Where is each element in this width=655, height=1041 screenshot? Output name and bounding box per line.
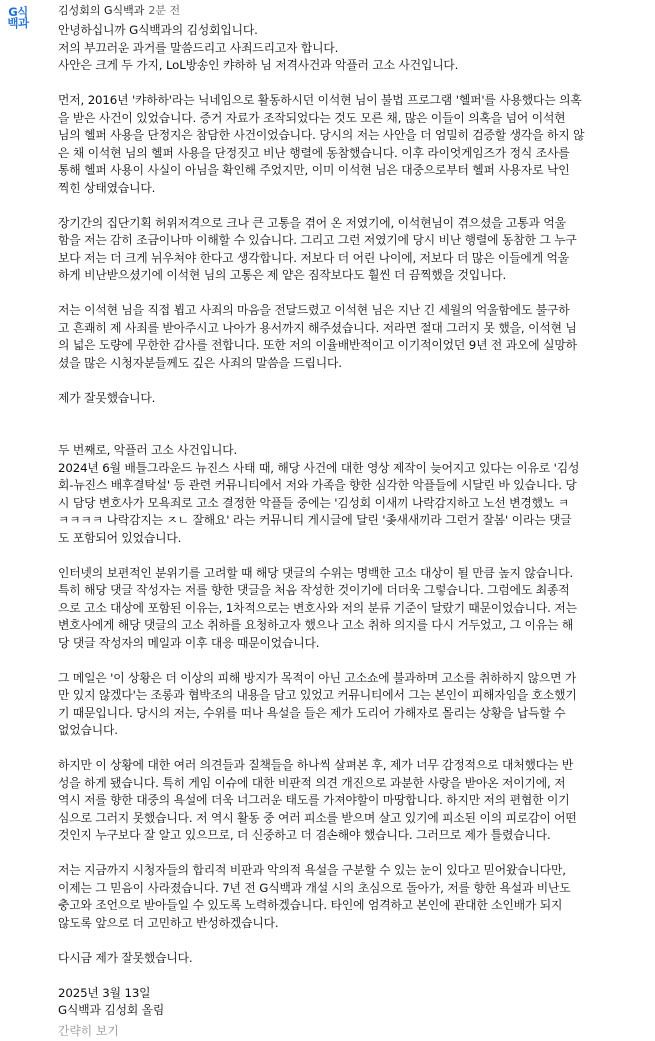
post-text-line: 당 댓글 작성자의 메일과 이후 대응 때문이었습니다. — [58, 635, 320, 650]
post-paragraph — [58, 950, 648, 968]
post-paragraph — [58, 22, 648, 75]
post-paragraph — [58, 565, 648, 653]
post-text-line: 충고와 조언으로 받아들일 수 있도록 노력하겠습니다. 타인에 엄격하고 본인에 관대한 소인배가 되지 — [58, 898, 563, 912]
post-text-line: G식백과 김성회 올림 — [58, 1003, 165, 1017]
post-text-line: 회-뉴진스 배후결탁설' 등 관련 커뮤니티에서 저와 가족을 향한 심각한 악플들에 시달린 바 있습니다. 당 — [58, 478, 577, 492]
post-text-line: 다시금 제가 잘못했습니다. — [58, 950, 193, 965]
post-paragraph — [58, 302, 648, 372]
post-text-line: 보다 저는 더 크게 뉘우쳐야 한다고 생각합니다. 저보다 더 어린 나이에, 저보다 더 많은 이들에게 억울 — [58, 250, 570, 265]
post-text-line: 저는 이석현 님을 직접 뵙고 사죄의 마음을 전달드렸고 이석현 님은 지난 긴 세월의 억울함에도 불구하 — [58, 303, 570, 317]
avatar-logo-line1: G식 — [8, 4, 28, 19]
post-text-line: 님의 헬퍼 사용을 단정지은 참담한 사건이었습니다. 당시의 저는 사안을 더 엄밀히 검증할 생각을 하지 않 — [58, 128, 585, 142]
post-paragraph — [58, 757, 648, 845]
post-text-line: 은 채 이석현 님의 헬퍼 사용을 단정짓고 비난 행렬에 동참했습니다. 이후 라이엇게임즈가 정식 조사를 — [58, 145, 570, 160]
post-text-line: 제가 잘못했습니다. — [58, 390, 156, 405]
post-text-line: 저는 지금까지 시청자들의 합리적 비판과 악의적 욕설을 구분할 수 있는 눈이 있다고 믿어왔습니다만, — [58, 863, 566, 877]
post-text-line: 두 번째로, 악플러 고소 사건입니다. — [58, 443, 238, 457]
post-text-line: 먼저, 2016년 '캬하하'라는 닉네임으로 활동하시던 이석현 님이 불법 프로그램 '헬퍼'를 사용했다는 의혹 — [58, 93, 582, 107]
post-text-line: 장기간의 집단기획 허위저격으로 크나 큰 고통을 겪어 온 저였기에, 이석현님이 겪으셨을 고통과 억울 — [58, 215, 566, 230]
post-text-line: ㅋㅋㅋㅋ 나락감지는 ㅈㄴ 잘해요' 라는 커뮤니티 게시글에 달린 '좆새새끼라 그런거 잘봄' 이라는 댓글 — [58, 513, 572, 527]
post-paragraph — [58, 985, 648, 1020]
post-text-line: 의 넓은 도량에 무한한 감사를 전합니다. 또한 저의 이율배반적이고 이기적이었던 9년 전 과오에 실망하 — [58, 338, 577, 352]
post-paragraph — [58, 92, 648, 197]
post-time[interactable]: 2분 전 — [148, 4, 181, 17]
post-text-line: 만 있지 않겠다'는 조롱과 협박조의 내용을 담고 있었고 커뮤니티에서 그는 본인이 피해자임을 호소했기 — [58, 688, 577, 702]
post-text-line: 없었습니다. — [58, 723, 118, 737]
post-text-line: 시 담당 변호사가 모욕죄로 고소 결정한 악플들 중에는 '김성회 이새끼 나락감지하고 노선 변경했노 ㅋ — [58, 495, 569, 510]
show-less-link[interactable]: 간략히 보기 — [58, 1024, 119, 1038]
post-text-line: 역시 저를 향한 대중의 욕설에 더욱 너그러운 태도를 가져야할이 마땅합니다. 하지만 저의 편협한 이기 — [58, 793, 570, 807]
post-text-line: 기 때문입니다. 당시의 저는, 수위를 떠나 욕설을 들은 제가 도리어 가해자로 몰리는 상황을 납득할 수 — [58, 705, 566, 720]
post-text-line: 으로 고소 대상에 포함된 이유는, 1차적으로는 변호사와 저의 분류 기준이 달랐기 때문이었습니다. 저는 — [58, 600, 577, 615]
post-text-line: 인터넷의 보편적인 분위기를 고려할 때 해당 댓글의 수위는 명백한 고소 대상이 될 만큼 높지 않습니다. — [58, 565, 574, 580]
post-text-line: 2024년 6월 배틀그라운드 뉴진스 사태 때, 해당 사건에 대한 영상 제작이 늦어지고 있다는 이유로 '김성 — [58, 460, 580, 475]
post-text-line: 2025년 3월 13일 — [58, 985, 151, 1000]
channel-avatar[interactable] — [3, 3, 33, 33]
post-text-line: 저의 부끄러운 과거를 말씀드리고 사죄드리고자 합니다. — [58, 40, 339, 55]
post-text-line: 특히 해당 댓글 작성자는 저를 향한 댓글을 처음 작성한 것이기에 더더욱 그렇습니다. 그럼에도 최종적 — [58, 583, 570, 597]
post-text-line: 고 흔쾌히 제 사죄를 받아주시고 나아가 용서까지 해주셨습니다. 저라면 절대 그러지 못 했을, 이석현 님 — [58, 320, 577, 335]
post-text-line: 심으로 그러지 못했습니다. 저 역시 활동 중 여러 피소를 받으며 살고 있기에 피소된 이의 피로감이 어떤 — [58, 810, 577, 825]
post-header — [58, 4, 180, 18]
post-text-line: 하지만 이 상황에 대한 여러 의견들과 질책들을 하나씩 살펴본 후, 제가 너무 감정적으로 대처했다는 반 — [58, 758, 574, 772]
post-text-line: 셨을 많은 시청자분들께도 깊은 사죄의 말씀을 드립니다. — [58, 355, 342, 370]
post-paragraph — [58, 442, 648, 547]
post-text-line: 도 포함되어 있었습니다. — [58, 530, 182, 545]
post-text-line: 사안은 크게 두 가지, LoL방송인 캬하하 님 저격사건과 악플러 고소 사건입니다. — [58, 58, 459, 72]
post-paragraph — [58, 215, 648, 285]
post-text-line: 변호사에게 해당 댓글의 고소 취하를 요청하고자 했으나 고소 취하 의지를 다시 거두었고, 그 이유는 해 — [58, 618, 574, 632]
post-text-line: 이제는 그 믿음이 사라졌습니다. 7년 전 G식백과 개설 시의 초심으로 돌아가, 저를 향한 욕설과 비난도 — [58, 880, 571, 895]
post-text-line: 그 메일은 '이 상황은 더 이상의 피해 방지가 목적이 아닌 고소쇼에 불과하며 고소를 취하하지 않으면 가 — [58, 670, 577, 685]
post-paragraph — [58, 390, 648, 408]
post-text-line: 찍힌 상태였습니다. — [58, 180, 156, 195]
post-text-line: 하게 비난받으셨기에 이석현 님의 고통은 제 얕은 짐작보다도 훨씬 더 끔찍했을 것입니다. — [58, 268, 507, 282]
avatar-logo-line2: 백과 — [7, 16, 29, 30]
post-text-line: 안녕하십니까 G식백과의 김성회입니다. — [58, 23, 258, 37]
post-text-line: 함을 저는 감히 조금이나마 이해할 수 있습니다. 그리고 그런 저였기에 당시 비난 행렬에 동참한 그 누구 — [58, 233, 577, 247]
post-text-line: 않도록 앞으로 더 고민하고 반성하겠습니다. — [58, 915, 279, 930]
post-text-line: 통해 헬퍼 사용이 사실이 아님을 확인해 주었지만, 이미 이석현 님은 대중으로부터 헬퍼 사용자로 낙인 — [58, 163, 570, 177]
post-text-line: 성을 하게 됐습니다. 특히 게임 이슈에 대한 비판적 의견 개진으로 과분한 사랑을 받아온 저이기에, 저 — [58, 775, 566, 790]
channel-name[interactable]: 김성회의 G식백과 — [58, 4, 145, 17]
post-paragraph — [58, 862, 648, 932]
post-body — [58, 22, 648, 1037]
post-text-line: 것인지 누구보다 잘 알고 있으므로, 더 신중하고 더 겸손해야 했습니다. 그러므로 제가 틀렸습니다. — [58, 828, 551, 842]
post-text-line: 을 받은 사건이 있었습니다. 증거 자료가 조작되었다는 것도 모른 채, 많은 이들이 의혹을 넘어 이석현 — [58, 110, 566, 125]
post-paragraph — [58, 670, 648, 740]
